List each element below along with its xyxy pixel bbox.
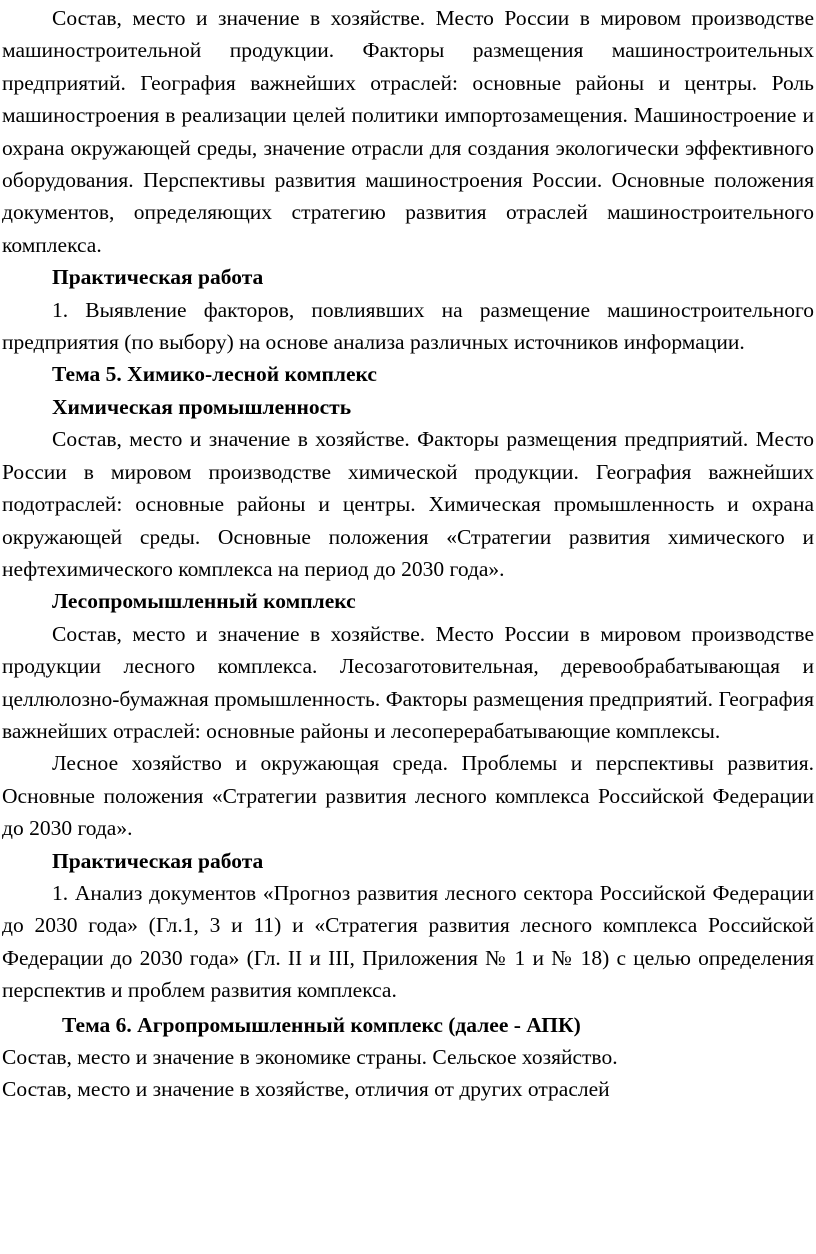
- heading-practical-work-1: Практическая работа: [52, 265, 264, 290]
- heading-forest-complex: Лесопромышленный комплекс: [52, 589, 356, 614]
- paragraph-forest-complex: Состав, место и значение в хозяйстве. Место России в мировом производстве продукции лесного комплекса. Лесозаготовительная, деревообрабатывающая и целлюлозно-бумажная промышленность. Факторы размещения предприятий. География важнейших отраслей: основные районы и лесоперерабатывающие комплексы.: [2, 621, 814, 743]
- heading-practical-work-2: Практическая работа: [52, 848, 264, 873]
- paragraph-practical-task-1: 1. Выявление факторов, повлиявших на размещение машиностроительного предприятия (по выбору) на основе анализа различных источников информации.: [2, 297, 814, 355]
- heading-topic-5: Тема 5. Химико-лесной комплекс: [52, 362, 377, 387]
- paragraph-forestry-environment: Лесное хозяйство и окружающая среда. Проблемы и перспективы развития. Основные положения «Стратегии развития лесного комплекса Российской Федерации до 2030 года».: [2, 751, 814, 841]
- paragraph-chemical-industry: Состав, место и значение в хозяйстве. Факторы размещения предприятий. Место России в мировом производстве химической продукции. География важнейших подотраслей: основные районы и центры. Химическая промышленность и охрана окружающей среды. Основные положения «Стратегии развития химического и нефтехимического комплекса на период до 2030 года».: [2, 427, 814, 581]
- paragraph-agriculture-overview: Состав, место и значение в хозяйстве, отличия от других отраслей: [2, 1077, 610, 1102]
- paragraph-apk-overview: Состав, место и значение в экономике страны. Сельское хозяйство.: [2, 1045, 618, 1069]
- heading-chemical-industry: Химическая промышленность: [52, 394, 352, 419]
- paragraph-practical-task-2: 1. Анализ документов «Прогноз развития лесного сектора Российской Федерации до 2030 года» (Гл.1, 3 и 11) и «Стратегия развития лесного комплекса Российской Федерации до 2030 года» (Гл. II и III, Приложения № 1 и № 18) с целью определения перспектив и проблем развития комплекса.: [2, 880, 814, 1003]
- heading-topic-6: Тема 6. Агропромышленный комплекс (далее - АПК): [62, 1012, 581, 1037]
- paragraph-machinery-overview: Состав, место и значение в хозяйстве. Место России в мировом производстве машиностроительной продукции. Факторы размещения машиностроительных предприятий. География важнейших отраслей: основные районы и центры. Роль машиностроения в реализации целей политики импортозамещения. Машиностроение и охрана окружающей среды, значение отрасли для создания экологически эффективного оборудования. Перспективы развития машиностроения России. Основные положения документов, определяющих стратегию развития отраслей машиностроительного комплекса.: [2, 6, 814, 257]
